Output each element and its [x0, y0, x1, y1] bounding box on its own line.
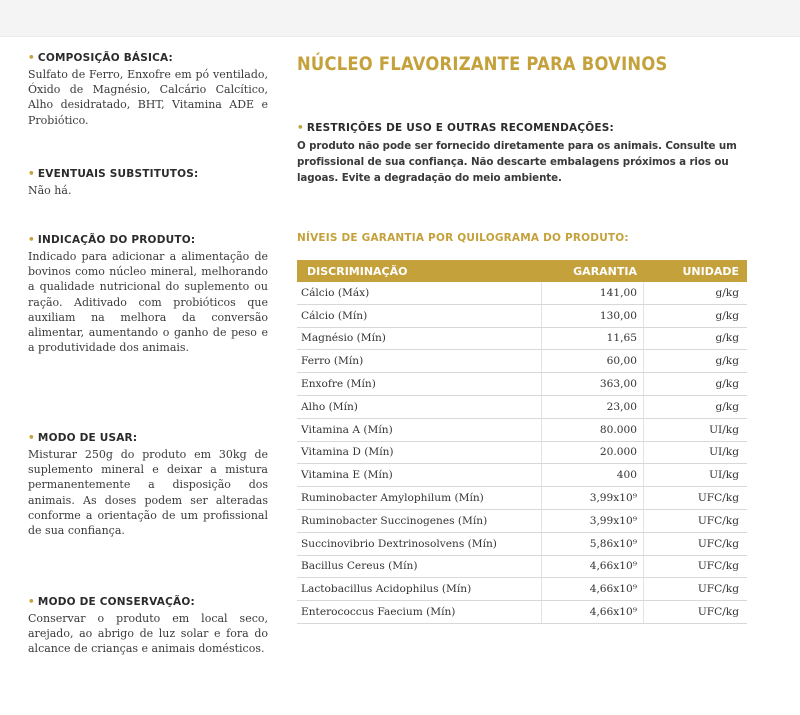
cell-unit: g/kg — [643, 350, 747, 372]
table-row — [297, 578, 747, 601]
header-guarantee: GARANTIA — [573, 264, 637, 278]
cell-guarantee: 11,65 — [541, 328, 643, 350]
cell-discrimination: Ruminobacter Amylophilum (Mín) — [301, 492, 484, 505]
table-row — [297, 487, 747, 510]
cell-discrimination: Ferro (Mín) — [301, 355, 364, 368]
cell-discrimination: Enterococcus Faecium (Mín) — [301, 606, 456, 619]
conservation-heading-text: MODO DE CONSERVAÇÃO: — [37, 596, 195, 608]
cell-discrimination: Vitamina D (Mín) — [301, 446, 394, 459]
cell-discrimination: Magnésio (Mín) — [301, 332, 386, 345]
cell-discrimination: Enxofre (Mín) — [301, 378, 376, 391]
top-band — [0, 0, 800, 37]
cell-discrimination: Succinovibrio Dextrinosolvens (Mín) — [301, 537, 497, 550]
cell-guarantee: 130,00 — [541, 305, 643, 327]
guarantee-table — [297, 260, 747, 624]
cell-guarantee: 4,66x10⁹ — [541, 556, 643, 578]
table-row — [297, 601, 747, 624]
cell-unit: UI/kg — [643, 419, 747, 441]
cell-unit: g/kg — [643, 373, 747, 395]
cell-discrimination: Vitamina A (Mín) — [301, 423, 393, 436]
cell-guarantee: 4,66x10⁹ — [541, 601, 643, 623]
cell-unit: UFC/kg — [643, 487, 747, 509]
header-unit: UNIDADE — [682, 264, 739, 278]
bullet-icon: • — [28, 52, 35, 64]
conservation-text: Conservar o produto em local seco, arejado, ao abrigo de luz solar e fora do alcance de crianças e animais domésticos. — [28, 612, 268, 656]
cell-unit: g/kg — [643, 328, 747, 350]
table-row — [297, 282, 747, 305]
cell-unit: UFC/kg — [643, 578, 747, 600]
table-row — [297, 533, 747, 556]
cell-guarantee: 3,99x10⁹ — [541, 510, 643, 532]
indication-heading-text: INDICAÇÃO DO PRODUTO: — [37, 234, 196, 246]
cell-guarantee: 80.000 — [541, 419, 643, 441]
cell-guarantee: 23,00 — [541, 396, 643, 418]
bullet-icon: • — [28, 168, 35, 180]
section-substitutes — [28, 168, 268, 198]
restrictions-text: O produto não pode ser fornecido diretamente para os animais. Consulte um profissional de sua confiança. Não descarte embalagens próximos a rios ou lagoas. Evite a degradação do meio ambiente. — [297, 140, 737, 184]
table-row — [297, 305, 747, 328]
cell-guarantee: 4,66x10⁹ — [541, 578, 643, 600]
cell-unit: UFC/kg — [643, 533, 747, 555]
cell-discrimination: Ruminobacter Succinogenes (Mín) — [301, 514, 488, 527]
usage-text: Misturar 250g do produto em 30kg de suplemento mineral e deixar a mistura permanentemente a disposição dos animais. As doses podem ser alteradas conforme a orientação de um profissional de sua confiança. — [28, 448, 268, 538]
cell-discrimination: Bacillus Cereus (Mín) — [301, 560, 418, 573]
table-row — [297, 419, 747, 442]
page-title: NÚCLEO FLAVORIZANTE PARA BOVINOS — [297, 53, 668, 75]
cell-unit: g/kg — [643, 305, 747, 327]
table-row — [297, 373, 747, 396]
cell-discrimination: Lactobacillus Acidophilus (Mín) — [301, 583, 472, 596]
section-composition — [28, 52, 268, 128]
restrictions-heading — [297, 122, 757, 134]
composition-heading — [28, 52, 268, 64]
composition-heading-text: COMPOSIÇÃO BÁSICA: — [37, 52, 173, 64]
cell-guarantee: 3,99x10⁹ — [541, 487, 643, 509]
section-usage — [28, 432, 268, 538]
table-row — [297, 442, 747, 465]
indication-heading — [28, 234, 268, 246]
table-row — [297, 464, 747, 487]
bullet-icon: • — [28, 234, 35, 246]
table-row — [297, 510, 747, 533]
cell-guarantee: 5,86x10⁹ — [541, 533, 643, 555]
table-body — [297, 282, 747, 624]
table-row — [297, 350, 747, 373]
bullet-icon: • — [28, 432, 35, 444]
restrictions-heading-text: RESTRIÇÕES DE USO E OUTRAS RECOMENDAÇÕES: — [306, 122, 614, 134]
cell-unit: g/kg — [643, 282, 747, 304]
bullet-icon: • — [297, 122, 304, 134]
cell-guarantee: 20.000 — [541, 442, 643, 464]
cell-discrimination: Cálcio (Mín) — [301, 309, 368, 322]
substitutes-heading — [28, 168, 268, 180]
table-header — [297, 260, 747, 282]
section-restrictions — [297, 122, 757, 186]
bullet-icon: • — [28, 596, 35, 608]
guarantee-levels-heading: NÍVEIS DE GARANTIA POR QUILOGRAMA DO PRODUTO: — [297, 232, 629, 244]
cell-unit: g/kg — [643, 396, 747, 418]
cell-unit: UFC/kg — [643, 510, 747, 532]
cell-discrimination: Alho (Mín) — [301, 400, 358, 413]
cell-guarantee: 141,00 — [541, 282, 643, 304]
cell-guarantee: 363,00 — [541, 373, 643, 395]
header-discrimination: DISCRIMINAÇÃO — [307, 264, 408, 278]
cell-discrimination: Cálcio (Máx) — [301, 286, 370, 299]
cell-unit: UFC/kg — [643, 556, 747, 578]
cell-unit: UFC/kg — [643, 601, 747, 623]
table-row — [297, 328, 747, 351]
substitutes-heading-text: EVENTUAIS SUBSTITUTOS: — [37, 168, 199, 180]
cell-guarantee: 400 — [541, 464, 643, 486]
table-row — [297, 556, 747, 579]
indication-text: Indicado para adicionar a alimentação de bovinos como núcleo mineral, melhorando a qualidade nutricional do suplemento ou ração. Aditivado com probióticos que auxiliam na melhora da conversão alimentar, aumentando o ganho de peso e a produtividade dos animais. — [28, 250, 268, 355]
cell-discrimination: Vitamina E (Mín) — [301, 469, 393, 482]
section-conservation — [28, 596, 268, 657]
composition-text: Sulfato de Ferro, Enxofre em pó ventilado, Óxido de Magnésio, Calcário Calcítico, Alho desidratado, BHT, Vitamina ADE e Probiótico. — [28, 68, 268, 127]
conservation-heading — [28, 596, 268, 608]
substitutes-text: Não há. — [28, 184, 72, 197]
cell-guarantee: 60,00 — [541, 350, 643, 372]
cell-unit: UI/kg — [643, 442, 747, 464]
usage-heading — [28, 432, 268, 444]
table-row — [297, 396, 747, 419]
section-indication — [28, 234, 268, 355]
cell-unit: UI/kg — [643, 464, 747, 486]
usage-heading-text: MODO DE USAR: — [37, 432, 138, 444]
